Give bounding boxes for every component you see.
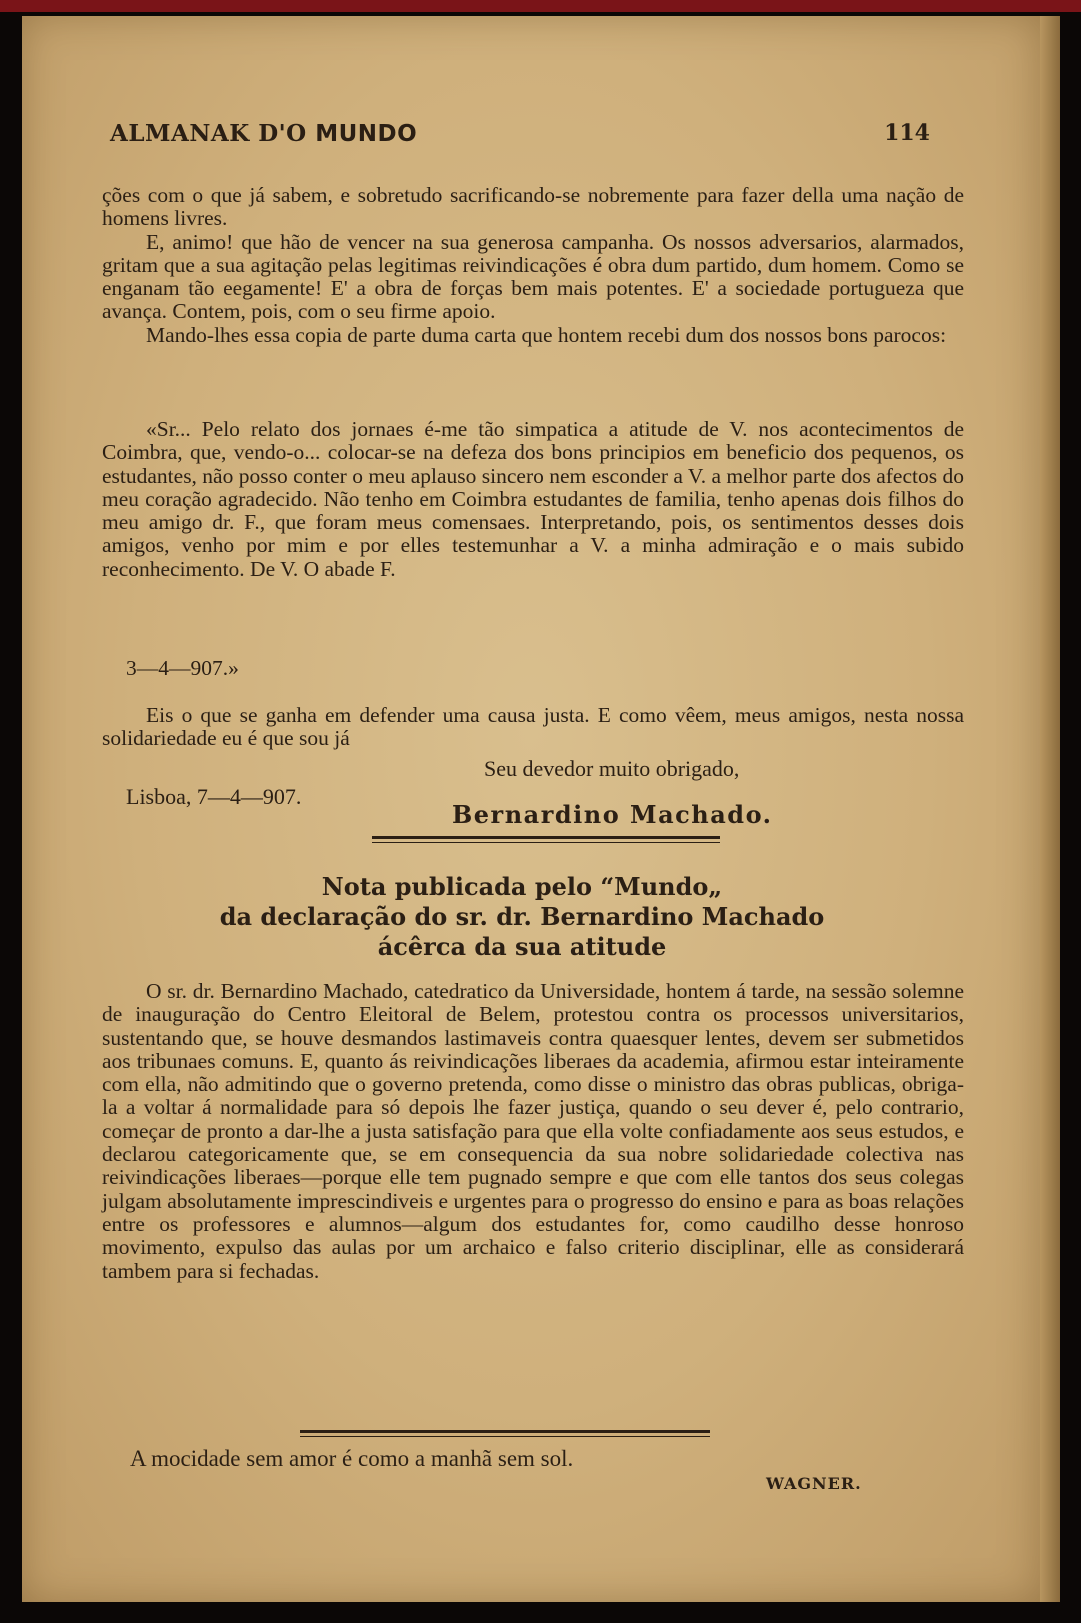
letter-body: [102, 184, 964, 347]
top-red-strip: [0, 0, 1081, 12]
parish-letter: [102, 418, 964, 581]
book-page: [22, 16, 1040, 1602]
paragraph: Mando-lhes essa copia de parte duma carta que hontem recebi dum dos nossos bons parocos:: [146, 322, 947, 347]
quoted-letter: «Sr... Pelo relato dos jornaes é-me tão simpatica a atitude de V. nos acontecimentos de Coimbra, que, vendo-o... colocar-se na defeza dos bons principios em beneficio dos pequenos, os estudantes, não posso conter o meu aplauso sincero nem esconder a V. a melhor parte dos afectos do meu coração agradecido. Não tenho em Coimbra estudantes de familia, tenho apenas dois filhos do meu amigo dr. F., que foram meus comensaes. Interpretando, pois, os sentimentos desses dois amigos, venho por mim e por elles testemunhar a V. a minha admiração e o mais subido reconhecimento. De V. O abade F.: [102, 417, 964, 581]
page-edge: [1040, 16, 1060, 1602]
note-heading-line2: da declaração do sr. dr. Bernardino Machado: [219, 902, 825, 931]
salutation: Seu devedor muito obrigado,: [484, 756, 740, 781]
note-body: [102, 980, 964, 1283]
paragraph: E, animo! que hão de vencer na sua generosa campanha. Os nossos adversarios, alarmados, gritam que a sua agitação pelas legitimas reivindicações é obra dum partido, dum homem. Como se enganam tão eegamente! E' a obra de forças bem mais potentes. E' a sociedade portugueza que avança. Contem, pois, com o seu firme apoio.: [102, 229, 964, 324]
divider-rule-thin: [372, 842, 720, 843]
page-number: 114: [884, 120, 930, 146]
paragraph: ções com o que já sabem, e sobretudo sacrificando-se nobremente para fazer della uma nação de homens livres.: [102, 183, 964, 231]
note-paragraph: O sr. dr. Bernardino Machado, catedratico da Universidade, hontem á tarde, na sessão solemne de inauguração do Centro Eleitoral de Belem, protestou contra os processos universitarios, sustentando que, se houve desmandos lastimaveis contra quaesquer lentes, devem ser submetidos aos tribunaes comuns. E, quanto ás reivindicações liberaes da academia, afirmou estar inteiramente com ella, não admitindo que o governo pretenda, como disse o ministro das obras publicas, obriga-la a voltar á normalidade para só depois lhe fazer justiça, quando o seu dever é, pelo contrario, começar de pronto a dar-lhe a justa satisfação para que ella volte confiadamente aos seus estudos, e declarou categoricamente que, se em consequencia da sua nobre solidariedade colectiva nas reivindicações liberaes—porque elle tem pugnado sempre e que com elle tantos dos seus colegas julgam absolutamente imprescindiveis e urgentes para o progresso do ensino e para as boas relações entre os professores e alumnos—algum dos estudantes for, como caudilho desse honroso movimento, expulso das aulas por um archaico e falso criterio disciplinar, elle as considerará tambem para si fechadas.: [102, 979, 964, 1283]
signature: Bernardino Machado.: [452, 800, 773, 829]
almanac-title: [110, 120, 417, 147]
title-prefix: ALMANAK D'O: [110, 120, 307, 147]
title-bold: MUNDO: [315, 121, 418, 147]
divider-rule-bottom: [300, 1430, 710, 1433]
running-header: [110, 108, 930, 148]
closing-paragraph-block: [102, 704, 964, 751]
epigraph-quote: A mocidade sem amor é como a manhã sem sol.: [130, 1446, 574, 1471]
divider-rule: [372, 836, 720, 839]
epigraph-author: WAGNER.: [766, 1474, 862, 1493]
letter-date: 3—4—907.»: [126, 656, 239, 680]
divider-rule-bottom-thin: [300, 1436, 710, 1437]
closing-paragraph: Eis o que se ganha em defender uma causa justa. E como vêem, meus amigos, nesta nossa solidariedade eu é que sou já: [102, 703, 964, 751]
note-heading-line3: ácêrca da sua atitude: [377, 932, 667, 961]
note-heading-line1: Nota publicada pelo “Mundo„: [321, 872, 723, 901]
place-date: Lisboa, 7—4—907.: [126, 784, 302, 809]
